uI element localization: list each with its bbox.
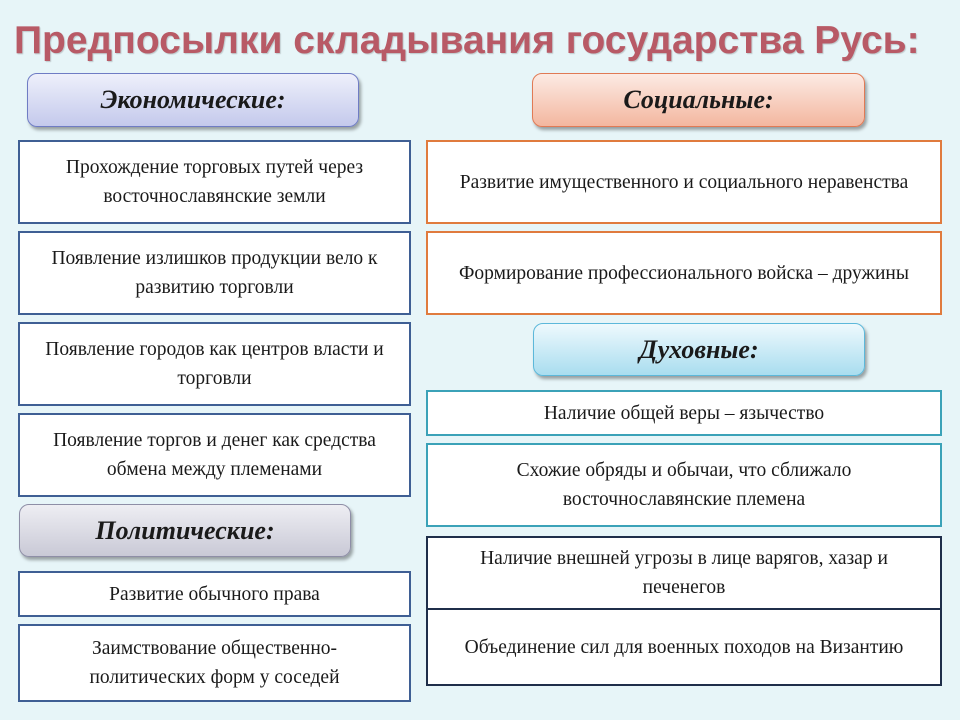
political-item-customary-law: Развитие обычного права: [18, 571, 411, 617]
economic-header: Экономические:: [27, 73, 359, 127]
social-header: Социальные:: [532, 73, 865, 127]
external-item-threat: Наличие внешней угрозы в лице варягов, хазар и печенегов: [426, 536, 942, 610]
spiritual-item-common-faith: Наличие общей веры – язычество: [426, 390, 942, 436]
political-item-borrowing: Заимствование общественно-политических форм у соседей: [18, 624, 411, 702]
slide-title: Предпосылки складывания государства Русь:: [14, 19, 920, 62]
economic-item-money: Появление торгов и денег как средства обмена между племенами: [18, 413, 411, 497]
spiritual-item-customs: Схожие обряды и обычаи, что сближало восточнославянские племена: [426, 443, 942, 527]
economic-item-surplus: Появление излишков продукции вело к развитию торговли: [18, 231, 411, 315]
economic-item-cities: Появление городов как центров власти и торговли: [18, 322, 411, 406]
economic-item-trade-routes: Прохождение торговых путей через восточнославянские земли: [18, 140, 411, 224]
social-item-inequality: Развитие имущественного и социального неравенства: [426, 140, 942, 224]
social-item-army: Формирование профессионального войска – дружины: [426, 231, 942, 315]
external-item-byzantium: Объединение сил для военных походов на Византию: [426, 608, 942, 686]
spiritual-header: Духовные:: [533, 323, 865, 376]
political-header: Политические:: [19, 504, 351, 557]
